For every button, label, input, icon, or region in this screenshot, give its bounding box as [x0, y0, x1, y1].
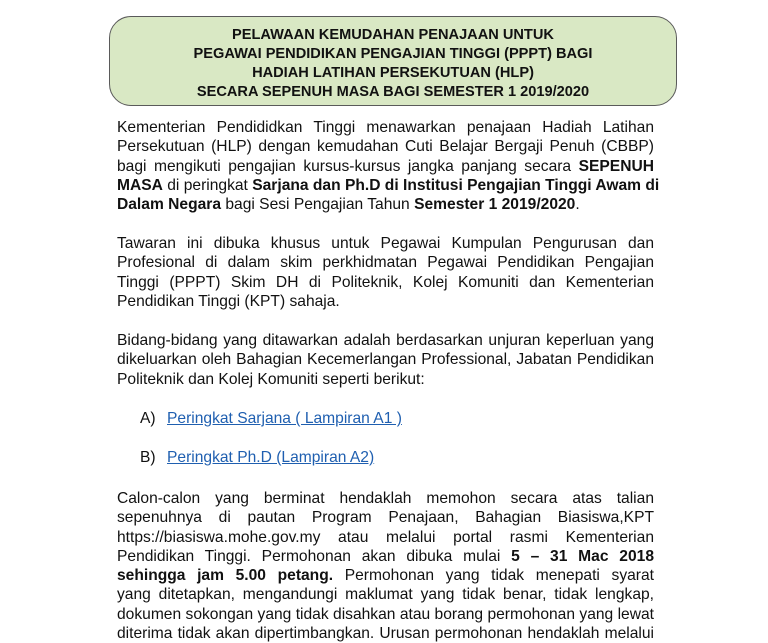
paragraph-eligibility — [117, 234, 654, 311]
paragraph-application — [117, 489, 654, 643]
paragraph-fields — [117, 331, 654, 389]
title-line-1: PELAWAAN KEMUDAHAN PENAJAAN UNTUK — [232, 27, 554, 43]
text-line: Tawaran ini dibuka khusus untuk Pegawai Kumpulan Pengurusan dan — [117, 235, 654, 252]
title-line-2: PEGAWAI PENDIDIKAN PENGAJIAN TINGGI (PPPT) BAGI — [193, 46, 593, 62]
text-line: dokumen sokongan yang tidak disahkan atau borang permohonan yang lewat — [117, 605, 654, 623]
text-line: sepenuhnya di pautan Program Penajaan, Bahagian Biasiswa,KPT — [117, 509, 654, 527]
list-marker: A) — [140, 410, 156, 427]
link-phd[interactable]: Peringkat Ph.D (Lampiran A2) — [167, 449, 375, 466]
text-line: Kementerian Pendididkan Tinggi menawarkan penajaan Hadiah Latihan — [117, 119, 654, 136]
text-line: MASA di peringkat Sarjana dan Ph.D di Institusi Pengajian Tinggi Awam di — [117, 176, 660, 194]
title-box — [109, 16, 677, 106]
text-line: bagi mengikuti pengajian kursus-kursus jangka panjang secara SEPENUH — [117, 157, 654, 175]
text-line: Pendidikan Tinggi (KPT) sahaja. — [117, 292, 340, 310]
text-line: diterima tidak akan dipertimbangkan. Urusan permohonan hendaklah melalui — [117, 625, 654, 643]
text-line: yang ditetapkan, mengandungi maklumat yang tidak benar, tidak lengkap, — [117, 586, 654, 604]
text-line: https://biasiswa.mohe.gov.my atau melalui portal rasmi Kementerian — [117, 528, 654, 546]
text-line: Bidang-bidang yang ditawarkan adalah berdasarkan unjuran keperluan yang — [117, 332, 654, 349]
text-line: Dalam Negara bagi Sesi Pengajian Tahun Semester 1 2019/2020. — [117, 196, 580, 214]
link-sarjana[interactable]: Peringkat Sarjana ( Lampiran A1 ) — [167, 410, 402, 427]
title-line-3: HADIAH LATIHAN PERSEKUTUAN (HLP) — [252, 65, 534, 81]
title-line-4: SECARA SEPENUH MASA BAGI SEMESTER 1 2019/2020 — [196, 84, 590, 100]
text-line: Persekutuan (HLP) dengan kemudahan Cuti Belajar Bergaji Penuh (CBBP) — [117, 138, 654, 156]
text-line: Politeknik dan Kolej Komuniti seperti berikut: — [117, 370, 425, 388]
text-line: Calon-calon yang berminat hendaklah memohon secara atas talian — [117, 490, 654, 507]
text-line: Pendidikan Tinggi. Permohonan akan dibuka mulai 5 – 31 Mac 2018 — [117, 547, 654, 565]
text-line: Tinggi (PPPT) Skim DH di Politeknik, Kolej Komuniti dan Kementerian — [117, 273, 654, 291]
list-marker: B) — [140, 449, 156, 466]
text-line: dikeluarkan oleh Bahagian Kecemerlangan Professional, Jabatan Pendidikan — [117, 351, 654, 369]
paragraph-intro — [117, 118, 660, 214]
text-line: sehingga jam 5.00 petang. Permohonan yang tidak menepati syarat — [117, 567, 654, 585]
list-item — [140, 448, 374, 467]
list-item — [140, 409, 402, 428]
text-line: Profesional di dalam skim perkhidmatan Pegawai Pendidikan Pengajian — [117, 254, 654, 272]
